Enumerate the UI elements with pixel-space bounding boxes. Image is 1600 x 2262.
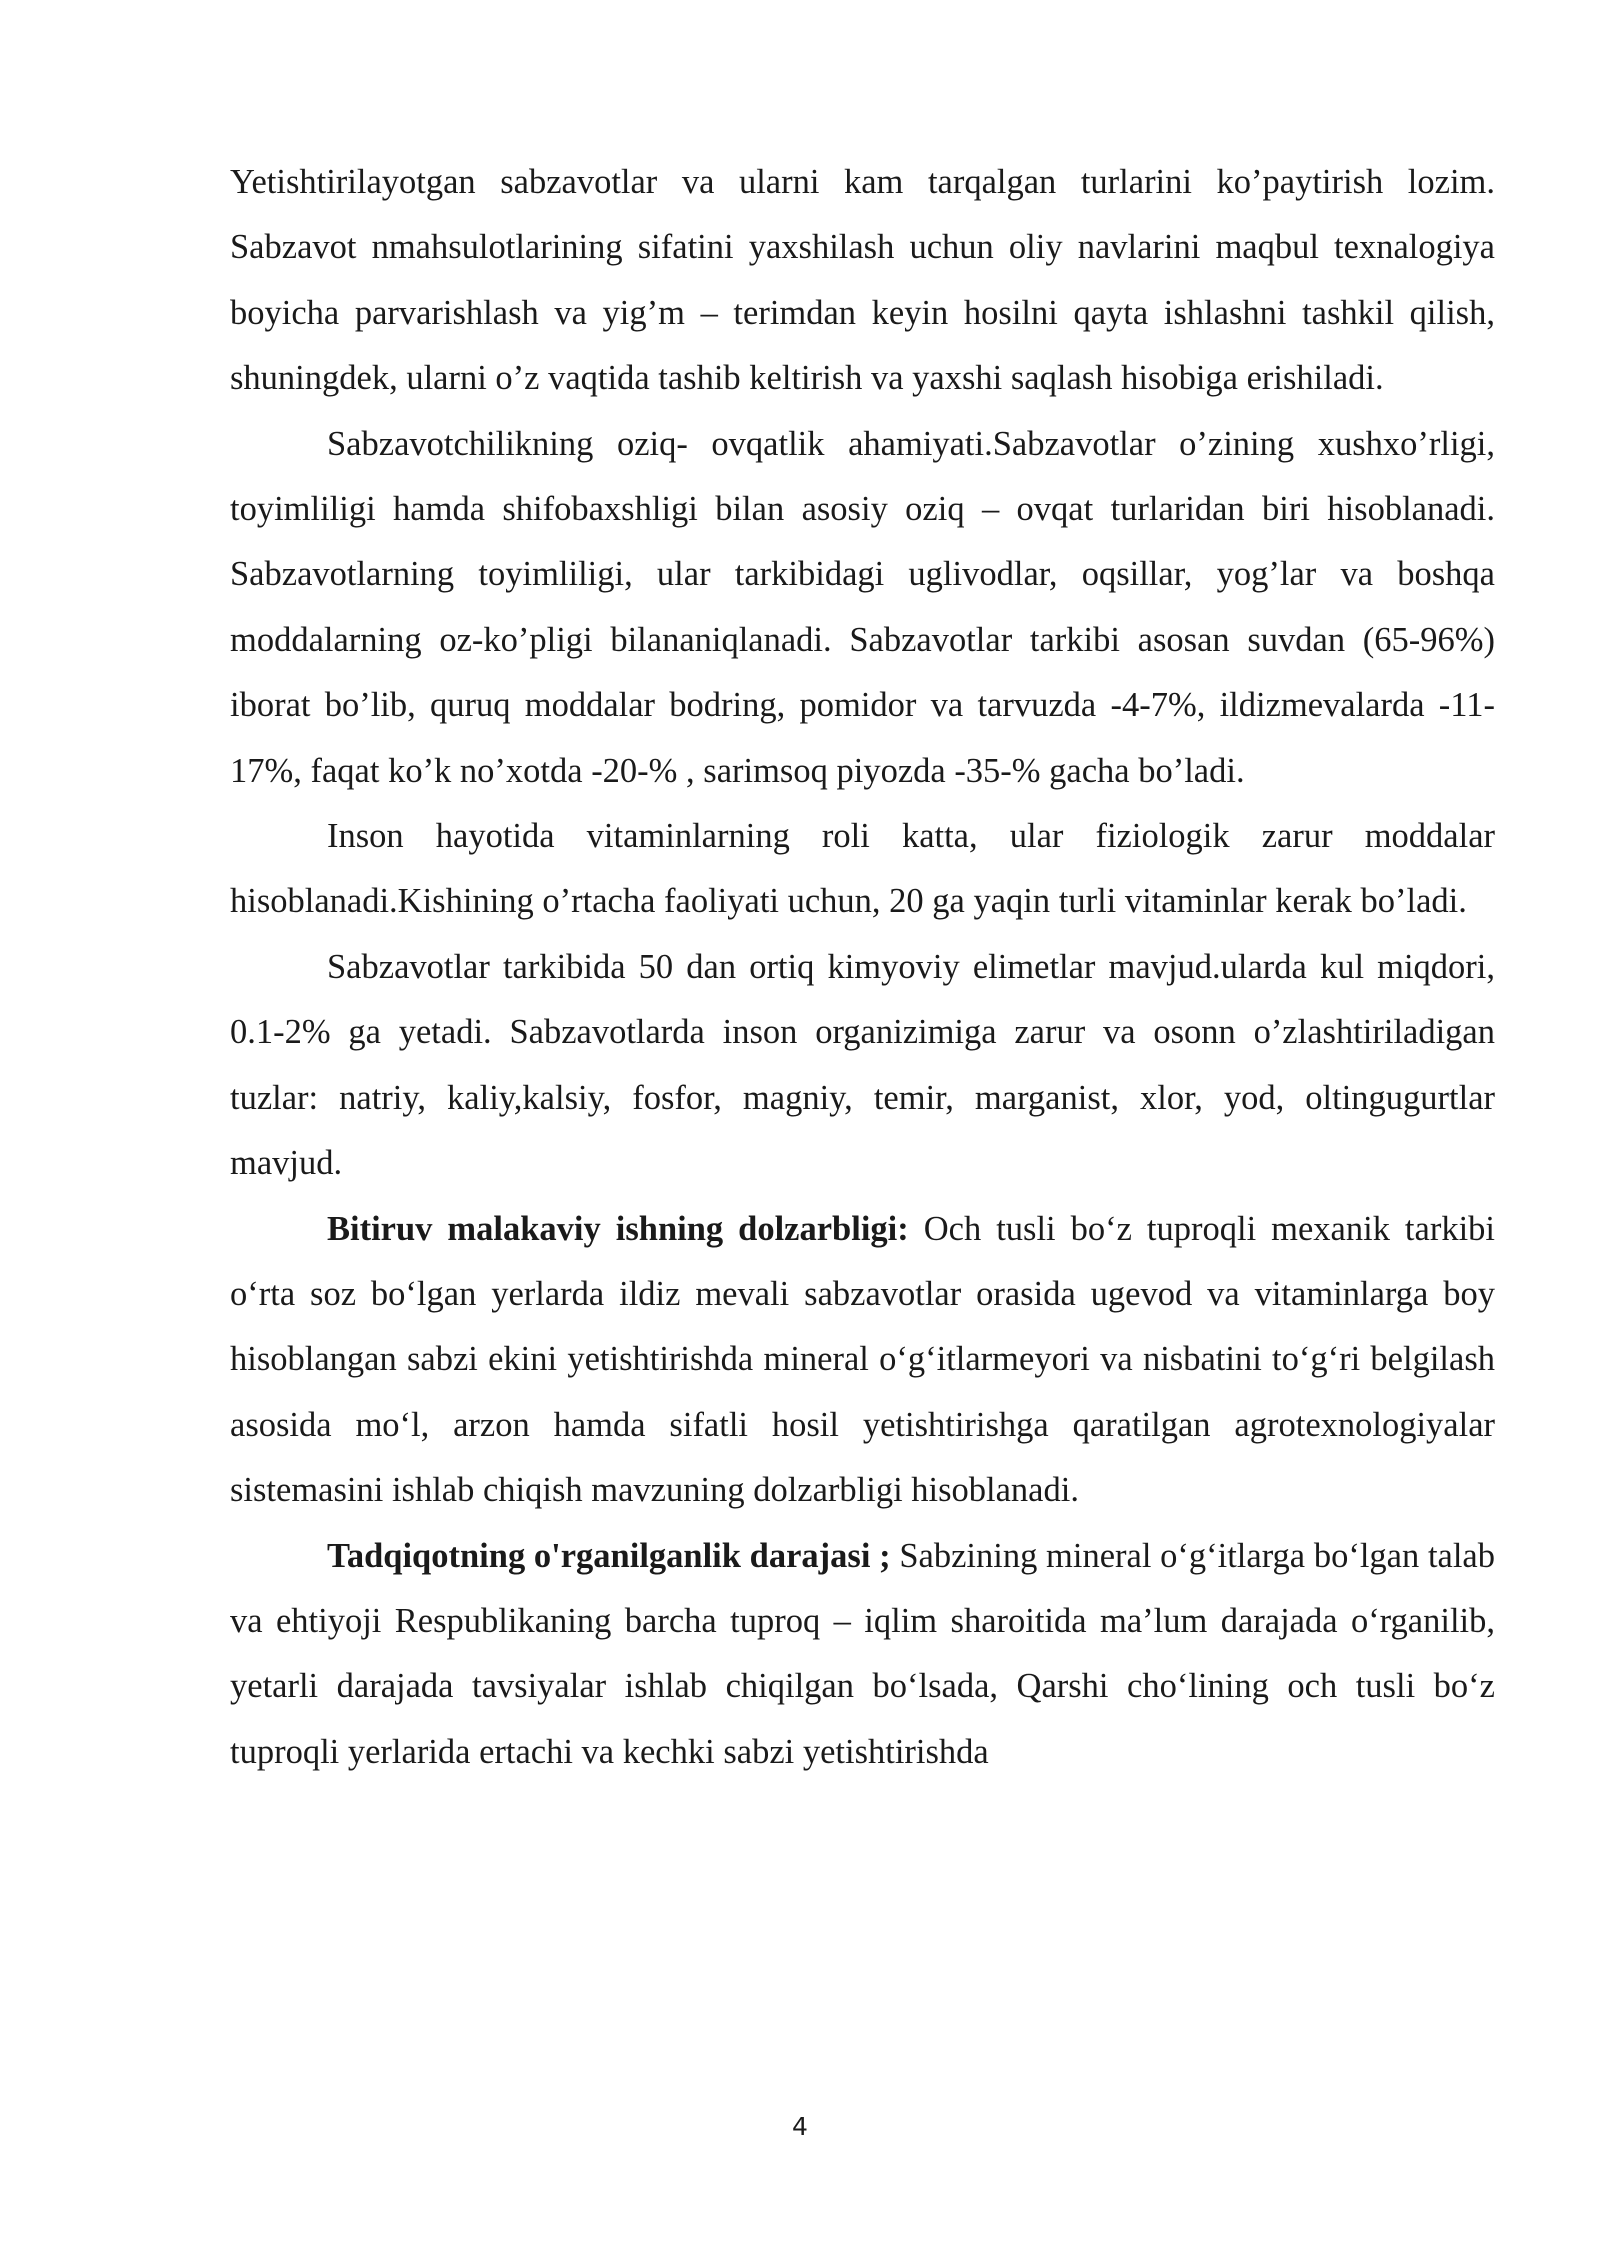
paragraph-2-text: Sabzavotchilikning oziq- ovqatlik ahamiyati.Sabzavotlar o’zining xushxo’rligi, toyimliligi hamda shifobaxshligi bilan asosiy oziq – ovqat turlaridan biri hisoblanadi. Sabzavotlarning toyimliligi, ular tarkibidagi uglivodlar, oqsillar, yog’lar va boshqa moddalarning oz-ko’pligi bilananiqlanadi. Sabzavotlar tarkibi asosan suvdan (65-96%) iborat bo’lib, quruq moddalar bodring, pomidor va tarvuzda -4-7%, ildizmevalarda -11-17%, faqat ko’k no’xotda -20-% , sarimsoq piyozda -35-% gacha bo’ladi. bbox=[230, 424, 1495, 790]
paragraph-5 bbox=[230, 1197, 1495, 1524]
paragraph-3-text: Inson hayotida vitaminlarning roli katta, ular fiziologik zarur moddalar hisoblanadi.Kishining o’rtacha faoliyati uchun, 20 ga yaqin turli vitaminlar kerak bo’ladi. bbox=[230, 817, 1495, 921]
paragraph-1 bbox=[230, 150, 1495, 412]
paragraph-5-heading: Bitiruv malakaviy ishning dolzarbligi: bbox=[327, 1209, 909, 1248]
paragraph-6 bbox=[230, 1524, 1495, 1786]
paragraph-4-text: Sabzavotlar tarkibida 50 dan ortiq kimyoviy elimetlar mavjud.ularda kul miqdori, 0.1-2% ga yetadi. Sabzavotlarda inson organizimiga zarur va osonn o’zlashtiriladigan tuzlar: natriy, kaliy,kalsiy, fosfor, magniy, temir, marganist, xlor, yod, oltingugurtlar mavjud. bbox=[230, 947, 1495, 1183]
paragraph-4 bbox=[230, 935, 1495, 1197]
paragraph-2 bbox=[230, 412, 1495, 804]
page-number: 4 bbox=[792, 2112, 808, 2141]
paragraph-6-text: Sabzining mineral o‘g‘itlarga bo‘lgan talab va ehtiyoji Respublikaning barcha tuproq – iqlim sharoitida ma’lum darajada o‘rganilib, yetarli darajada tavsiyalar ishlab chiqilgan bo‘lsada, Qarshi cho‘lining och tusli bo‘z tuproqli yerlarida ertachi va kechki sabzi yetishtirishda bbox=[230, 1536, 1495, 1771]
paragraph-6-heading: Tadqiqotning o'rganilganlik darajasi ; bbox=[327, 1536, 891, 1575]
paragraph-3 bbox=[230, 804, 1495, 935]
paragraph-1-text: Yetishtirilayotgan sabzavotlar va ularni kam tarqalgan turlarini ko’paytirish lozim. Sabzavot nmahsulotlarining sifatini yaxshilash uchun oliy navlarini maqbul texnalogiya boyicha parvarishlash va yig’m – terimdan keyin hosilni qayta ishlashni tashkil qilish, shuningdek, ularni o’z vaqtida tashib keltirish va yaxshi saqlash hisobiga erishiladi. bbox=[230, 163, 1495, 398]
document-page bbox=[230, 150, 1495, 1785]
paragraph-5-text: Och tusli bo‘z tuproqli mexanik tarkibi o‘rta soz bo‘lgan yerlarda ildiz mevali sabzavotlar orasida ugevod va vitaminlarga boy hisoblangan sabzi ekini yetishtirishda mineral o‘g‘itlarmeyori va nisbatini to‘g‘ri belgilash asosida mo‘l, arzon hamda sifatli hosil yetishtirishga qaratilgan agrotexnologiyalar sistemasini ishlab chiqish mavzuning dolzarbligi hisoblanadi. bbox=[230, 1209, 1495, 1510]
